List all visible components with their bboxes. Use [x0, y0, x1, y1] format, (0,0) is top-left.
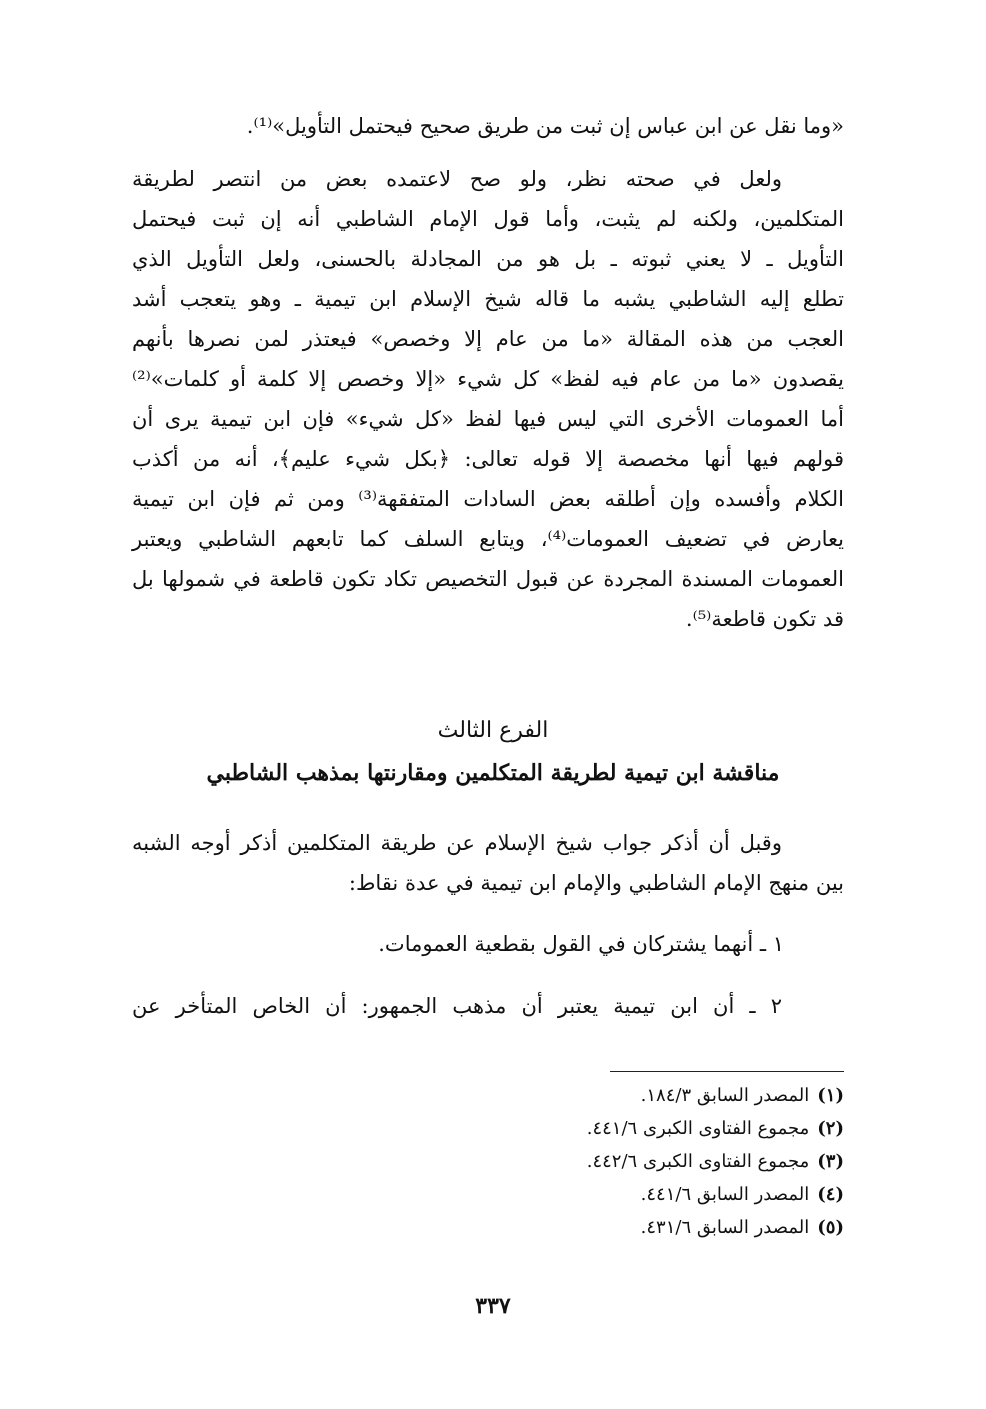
text-line: تطلع إليه الشاطبي يشبه ما قاله شيخ الإسلام ابن تيمية ـ وهو يتعجب أشد: [132, 287, 844, 311]
footnote-item: [587, 1145, 844, 1178]
footnote-number: (١): [817, 1085, 844, 1106]
text-line: العمومات المسندة المجردة عن قبول التخصيص تكاد تكون قاطعة في شمولها بل: [132, 567, 844, 591]
footnote-item: [587, 1112, 844, 1145]
text-line: بين منهج الإمام الشاطبي والإمام ابن تيمية في عدة نقاط:: [348, 871, 844, 895]
footnote-text: المصدر السابق ٤٤١/٦.: [640, 1184, 810, 1205]
text-line: المتكلمين، ولكنه لم يثبت، وأما قول الإمام الشاطبي أنه إن ثبت فيحتمل: [132, 207, 844, 231]
list-item-1: ١ ـ أنهما يشتركان في القول بقطعية العمومات.: [378, 932, 784, 956]
footnote-divider: [610, 1071, 844, 1072]
section-title: مناقشة ابن تيمية لطريقة المتكلمين ومقارنتها بمذهب الشاطبي: [206, 760, 780, 786]
text-line: وقبل أن أذكر جواب شيخ الإسلام عن طريقة المتكلمين أذكر أوجه الشبه: [132, 831, 782, 855]
footnote-number: (٣): [817, 1151, 844, 1172]
list-item-2: [132, 986, 844, 1026]
footnote-item: [587, 1211, 844, 1244]
page-number: ٣٣٧: [475, 1293, 511, 1319]
text-line: يعارض في تضعيف العمومات⁽⁴⁾، ويتابع السلف كما تابعهم الشاطبي ويعتبر: [132, 527, 844, 551]
text-line: العجب من هذه المقالة «ما من عام إلا وخصص» فيعتذر لمن نصرها بأنهم: [132, 327, 844, 351]
section-label: الفرع الثالث: [437, 718, 549, 743]
text-line: الكلام وأفسده وإن أطلقه بعض السادات المتفقهة⁽³⁾ ومن ثم فإن ابن تيمية: [132, 487, 844, 511]
footnote-text: المصدر السابق ١٨٤/٣.: [640, 1085, 810, 1106]
footnote-item: [587, 1079, 844, 1112]
footnotes: [587, 1079, 844, 1244]
text-line: قد تكون قاطعة⁽⁵⁾.: [685, 607, 844, 631]
text-line: ولعل في صحته نظر، ولو صح لاعتمده بعض من انتصر لطريقة: [132, 167, 782, 191]
text-line: ٢ ـ أن ابن تيمية يعتبر أن مذهب الجمهور: أن الخاص المتأخر عن: [132, 994, 782, 1018]
text-line: أما العمومات الأخرى التي ليس فيها لفظ «كل شيء» فإن ابن تيمية يرى أن: [132, 407, 844, 431]
text-line: «وما نقل عن ابن عباس إن ثبت من طريق صحيح فيحتمل التأويل»⁽¹⁾.: [246, 114, 844, 138]
paragraph-quote: [132, 106, 844, 146]
footnote-text: مجموع الفتاوى الكبرى ٤٤١/٦.: [586, 1118, 810, 1139]
footnote-number: (٤): [817, 1184, 844, 1205]
text-line: قولهم فيها أنها مخصصة إلا قوله تعالى: ﴿بكل شيء عليم﴾، أنه من أكذب: [132, 447, 844, 471]
footnote-number: (٢): [817, 1118, 844, 1139]
footnote-number: (٥): [817, 1217, 844, 1238]
paragraph-intro: [132, 823, 844, 903]
text-line: يقصدون «ما من عام فيه لفظ» كل شيء «إلا وخصص إلا كلمة أو كلمات»⁽²⁾: [132, 367, 844, 391]
footnote-text: مجموع الفتاوى الكبرى ٤٤٢/٦.: [586, 1151, 810, 1172]
paragraph-main: [132, 159, 844, 639]
text-line: التأويل ـ لا يعني ثبوته ـ بل هو من المجادلة بالحسنى، ولعل التأويل الذي: [132, 247, 844, 271]
footnote-item: [587, 1178, 844, 1211]
footnote-text: المصدر السابق ٤٣١/٦.: [640, 1217, 810, 1238]
